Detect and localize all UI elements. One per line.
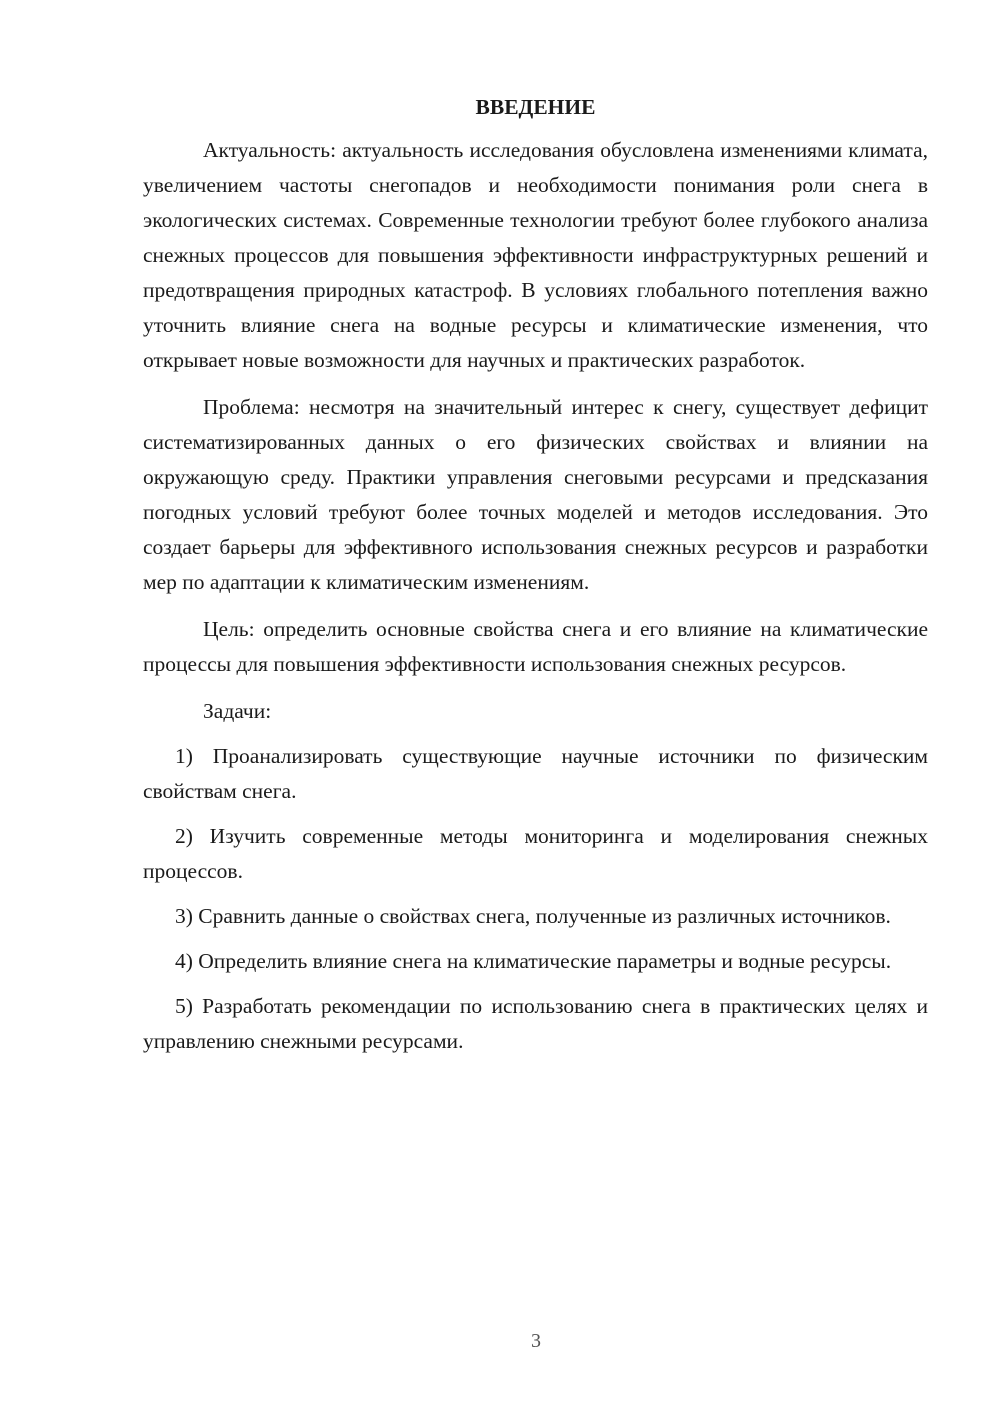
- task-item: 4) Определить влияние снега на климатические параметры и водные ресурсы.: [175, 949, 892, 973]
- tasks-heading: Задачи:: [203, 699, 272, 723]
- task-item: 5) Разработать рекомендации по использованию снега в практических целях и управлению снежными ресурсами.: [143, 994, 928, 1053]
- task-item: 3) Сравнить данные о свойствах снега, полученные из различных источников.: [175, 904, 891, 928]
- task-item: 2) Изучить современные методы мониторинга и моделирования снежных процессов.: [143, 824, 928, 883]
- section-title: ВВЕДЕНИЕ: [475, 95, 596, 119]
- document-page: [143, 90, 928, 1069]
- task-item: 1) Проанализировать существующие научные источники по физическим свойствам снега.: [143, 744, 928, 803]
- page-number: 3: [531, 1330, 541, 1352]
- paragraph-problem: Проблема: несмотря на значительный интерес к снегу, существует дефицит систематизированных данных о его физических свойствах и влиянии на окружающую среду. Практики управления снеговыми ресурсами и предсказания погодных условий требуют более точных моделей и методов исследования. Это создает барьеры для эффективного использования снежных ресурсов и разработки мер по адаптации к климатическим изменениям.: [143, 395, 928, 594]
- paragraph-goal: Цель: определить основные свойства снега и его влияние на климатические процессы для повышения эффективности использования снежных ресурсов.: [143, 617, 928, 676]
- paragraph-relevance: Актуальность: актуальность исследования обусловлена изменениями климата, увеличением частоты снегопадов и необходимости понимания роли снега в экологических системах. Современные технологии требуют более глубокого анализа снежных процессов для повышения эффективности инфраструктурных решений и предотвращения природных катастроф. В условиях глобального потепления важно уточнить влияние снега на водные ресурсы и климатические изменения, что открывает новые возможности для научных и практических разработок.: [143, 138, 928, 372]
